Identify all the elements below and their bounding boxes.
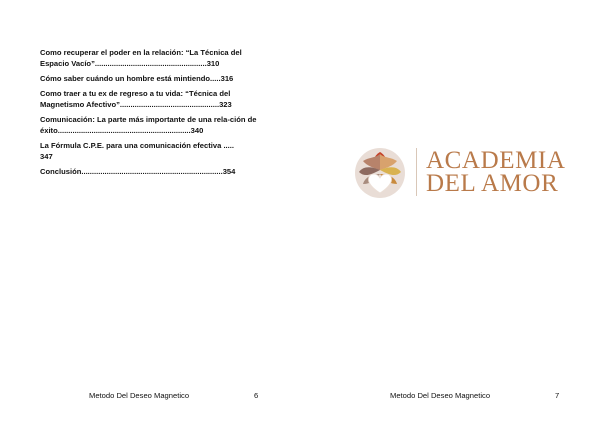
footer-book-title: Metodo Del Deseo Magnetico bbox=[390, 391, 491, 400]
toc-entry-title: La Fórmula C.P.E. para una comunicación efectiva bbox=[40, 141, 222, 150]
logo-wordmark bbox=[426, 149, 566, 195]
footer-page-number: 6 bbox=[254, 391, 259, 400]
toc-entry[interactable] bbox=[40, 166, 261, 177]
footer-page-number: 7 bbox=[555, 391, 560, 400]
toc-page-number: 310 bbox=[206, 59, 220, 68]
toc-entry[interactable] bbox=[40, 140, 261, 162]
toc-entry-title: Como traer a tu ex de regreso a tu vida: “Técnica del Magnetismo Afectivo” bbox=[40, 89, 231, 109]
toc-leader-dots: ..... bbox=[221, 141, 234, 150]
toc-entry[interactable] bbox=[40, 47, 261, 69]
toc-page-number: 347 bbox=[40, 152, 53, 161]
toc-page-number: 316 bbox=[220, 74, 234, 83]
toc-leader-dots: ..... bbox=[210, 74, 221, 83]
toc-leader-dots: ..................................................... bbox=[94, 59, 207, 68]
logo-divider bbox=[416, 148, 417, 196]
heart-emblem-icon bbox=[353, 146, 409, 200]
academia-del-amor-logo bbox=[353, 146, 566, 200]
logo-line-1: ACADEMIA bbox=[426, 147, 566, 174]
toc-page-number: 340 bbox=[190, 126, 204, 135]
toc-entry-title: Como recuperar el poder en la relación: “La Técnica del Espacio Vacío” bbox=[40, 48, 242, 68]
toc-entry-title: Comunicación: La parte más importante de una rela-ción de éxito bbox=[40, 115, 257, 135]
toc-entry[interactable] bbox=[40, 88, 261, 110]
toc-page-number: 323 bbox=[219, 100, 232, 109]
toc-leader-dots: ............................................... bbox=[119, 100, 220, 109]
right-page bbox=[300, 0, 600, 425]
logo-line-2: DEL AMOR bbox=[426, 170, 559, 197]
toc-entry-title: Cómo saber cuándo un hombre está mintiendo bbox=[40, 74, 211, 83]
toc-leader-dots: ................................................................... bbox=[81, 167, 223, 176]
table-of-contents bbox=[40, 47, 261, 181]
toc-page-number: 354 bbox=[222, 167, 236, 176]
toc-entry-title: Conclusión bbox=[40, 167, 82, 176]
toc-entry[interactable] bbox=[40, 73, 261, 84]
footer-book-title: Metodo Del Deseo Magnetico bbox=[89, 391, 190, 400]
toc-leader-dots: ............................................................... bbox=[57, 126, 191, 135]
toc-entry[interactable] bbox=[40, 114, 261, 136]
